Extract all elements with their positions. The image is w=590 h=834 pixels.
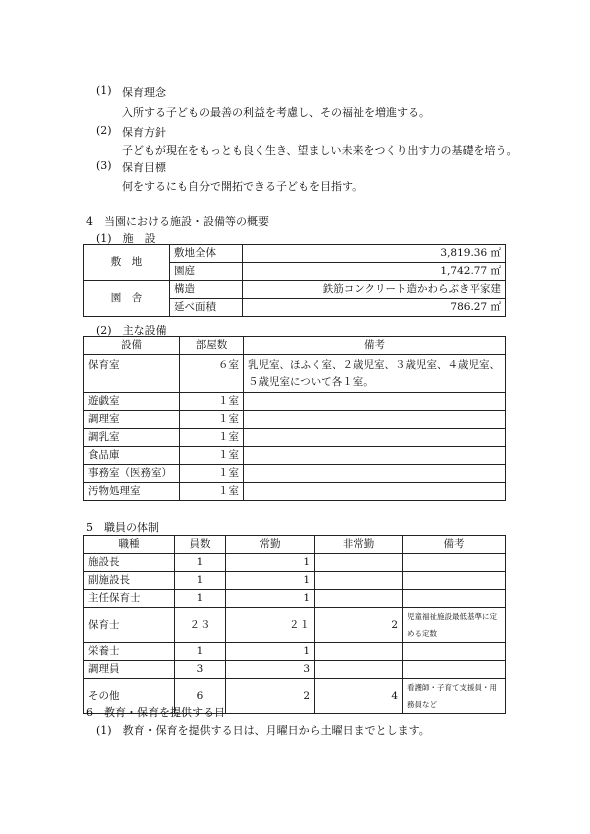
table-row	[84, 355, 506, 393]
header-part-time: 非常勤	[315, 536, 403, 554]
header-rooms: 部屋数	[180, 337, 244, 355]
staff-count: 1	[175, 590, 226, 608]
table-row	[84, 447, 506, 465]
staff-role: 保育士	[84, 608, 175, 643]
section-6-title: 6 教育・保育を提供する日	[86, 706, 225, 719]
item-1-body: 入所する子どもの最善の利益を考慮し、その福祉を増進する。	[122, 106, 430, 119]
staff-role: 施設長	[84, 554, 175, 572]
staff-note	[403, 661, 506, 679]
row-label: 園庭	[170, 263, 243, 281]
header-role: 職種	[84, 536, 175, 554]
section-5-title: 5 職員の体制	[86, 521, 159, 534]
item-3-heading: 保育目標	[122, 161, 166, 174]
room-count: ６室	[180, 355, 244, 393]
equipment-name: 事務室（医務室）	[84, 465, 180, 483]
staff-role: 主任保育士	[84, 590, 175, 608]
staff-full-time: 3	[226, 661, 315, 679]
table-row	[84, 281, 506, 299]
staff-part-time	[315, 661, 403, 679]
staff-note	[403, 554, 506, 572]
equipment-note: 乳児室、ほふく室、２歳児室、３歳児室、４歳児室、５歳児室について各１室。	[244, 355, 506, 393]
section-6-item: (1) 教育・保育を提供する日は、月曜日から土曜日までとします。	[96, 724, 430, 737]
staff-note: 看護師・子育て支援員・用務員など	[403, 679, 506, 714]
staff-role: 調理員	[84, 661, 175, 679]
staff-count: ２３	[175, 608, 226, 643]
row-value: 3,819.36 ㎡	[243, 245, 506, 263]
row-label: 敷地全体	[170, 245, 243, 263]
item-2-heading: 保育方針	[122, 126, 166, 139]
table-row	[84, 393, 506, 411]
item-3-number: (3)	[96, 159, 112, 172]
table-header-row	[84, 337, 506, 355]
facility-table	[83, 244, 506, 317]
staff-count: 1	[175, 643, 226, 661]
room-count: １室	[180, 393, 244, 411]
staff-count: 1	[175, 572, 226, 590]
equipment-name: 調乳室	[84, 429, 180, 447]
equipment-note	[244, 429, 506, 447]
row-value: 786.27 ㎡	[243, 299, 506, 317]
equipment-subtitle: (2) 主な設備	[96, 324, 167, 337]
staff-count: 3	[175, 661, 226, 679]
row-label: 構造	[170, 281, 243, 299]
equipment-name: 汚物処理室	[84, 483, 180, 501]
staff-full-time: 1	[226, 590, 315, 608]
equipment-note	[244, 393, 506, 411]
staff-part-time: 4	[315, 679, 403, 714]
staff-full-time: ２１	[226, 608, 315, 643]
table-row	[84, 661, 506, 679]
staff-note	[403, 590, 506, 608]
staff-note	[403, 643, 506, 661]
staff-part-time	[315, 572, 403, 590]
table-header-row	[84, 536, 506, 554]
equipment-note	[244, 447, 506, 465]
equipment-name: 遊戯室	[84, 393, 180, 411]
staff-part-time	[315, 590, 403, 608]
site-label: 敷 地	[84, 245, 170, 281]
header-notes: 備考	[403, 536, 506, 554]
room-count: １室	[180, 483, 244, 501]
staff-table	[83, 535, 506, 714]
staff-full-time: 1	[226, 554, 315, 572]
header-notes: 備考	[244, 337, 506, 355]
item-1-heading: 保育理念	[122, 86, 166, 99]
table-row	[84, 554, 506, 572]
equipment-name: 調理室	[84, 411, 180, 429]
staff-role: 副施設長	[84, 572, 175, 590]
header-full-time: 常勤	[226, 536, 315, 554]
item-2-body: 子どもが現在をもっとも良く生き、望ましい未来をつくり出す力の基礎を培う。	[122, 144, 518, 157]
equipment-note	[244, 483, 506, 501]
room-count: １室	[180, 465, 244, 483]
item-3-body: 何をするにも自分で開拓できる子どもを目指す。	[122, 180, 364, 193]
staff-full-time: 1	[226, 643, 315, 661]
equipment-name: 食品庫	[84, 447, 180, 465]
table-row	[84, 429, 506, 447]
item-2-number: (2)	[96, 124, 112, 137]
equipment-table	[83, 336, 506, 501]
table-row	[84, 483, 506, 501]
equipment-note	[244, 465, 506, 483]
table-row	[84, 465, 506, 483]
staff-full-time: 2	[226, 679, 315, 714]
row-value: 1,742.77 ㎡	[243, 263, 506, 281]
staff-full-time: 1	[226, 572, 315, 590]
section-4-title: 4 当園における施設・設備等の概要	[86, 215, 269, 228]
item-1-number: (1)	[96, 84, 112, 97]
room-count: １室	[180, 429, 244, 447]
table-row	[84, 245, 506, 263]
room-count: １室	[180, 447, 244, 465]
staff-part-time: 2	[315, 608, 403, 643]
table-row	[84, 411, 506, 429]
header-equipment: 設備	[84, 337, 180, 355]
staff-count: 1	[175, 554, 226, 572]
table-row	[84, 590, 506, 608]
staff-part-time	[315, 643, 403, 661]
staff-part-time	[315, 554, 403, 572]
staff-note: 児童福祉施設最低基準に定める定数	[403, 608, 506, 643]
header-count: 員数	[175, 536, 226, 554]
building-label: 園 舎	[84, 281, 170, 317]
equipment-name: 保育室	[84, 355, 180, 393]
staff-role: その他	[84, 679, 175, 714]
facility-subtitle: (1) 施 設	[96, 232, 156, 245]
staff-role: 栄養士	[84, 643, 175, 661]
row-label: 延べ面積	[170, 299, 243, 317]
table-row	[84, 608, 506, 643]
staff-note	[403, 572, 506, 590]
table-row	[84, 572, 506, 590]
row-value: 鉄筋コンクリート造かわらぶき平家建	[243, 281, 506, 299]
room-count: １室	[180, 411, 244, 429]
equipment-note	[244, 411, 506, 429]
table-row	[84, 643, 506, 661]
staff-count: 6	[175, 679, 226, 714]
